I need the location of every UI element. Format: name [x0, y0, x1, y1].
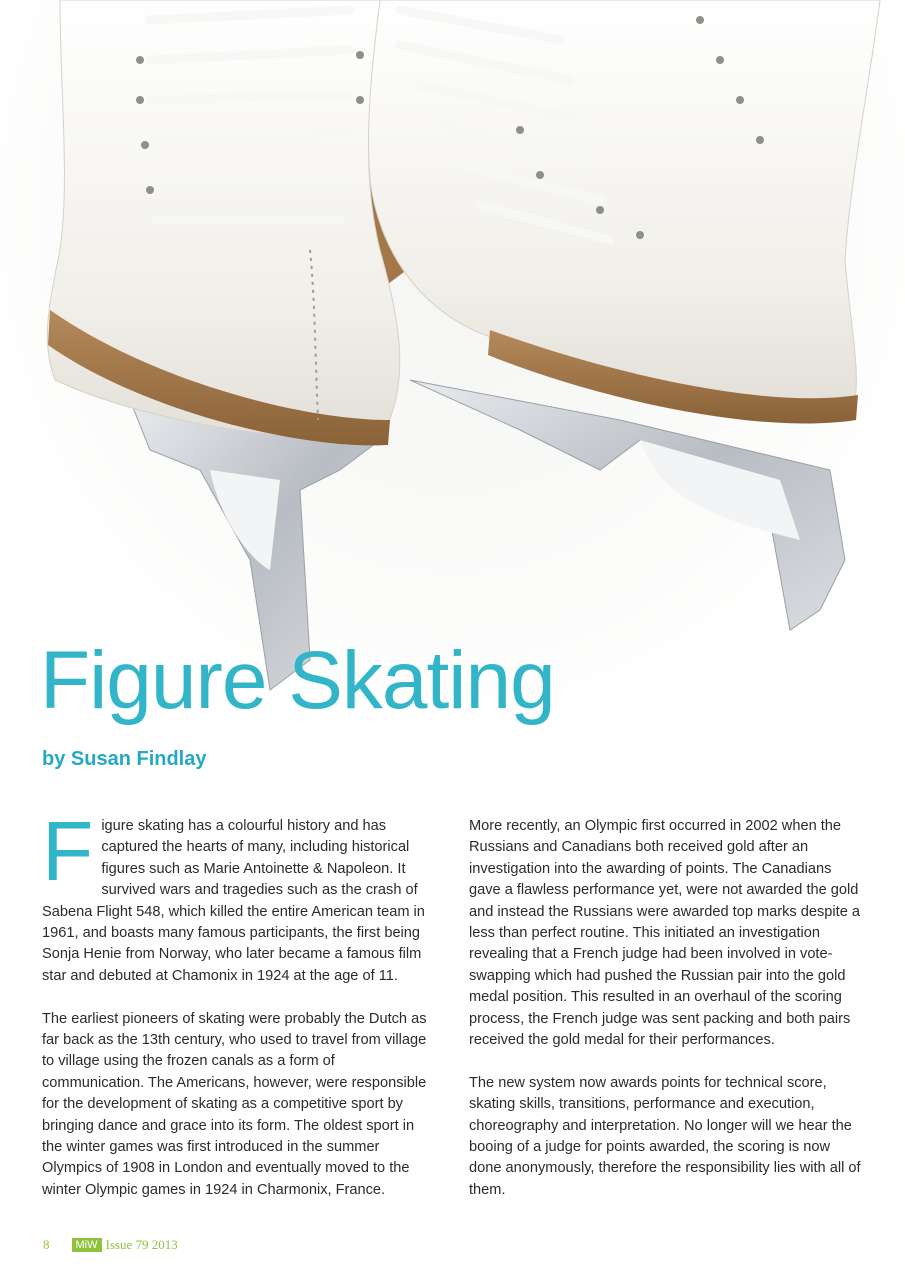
article-column-left: [42, 804, 434, 1223]
article-title: Figure Skating: [40, 635, 555, 726]
paragraph: [42, 804, 434, 987]
issue-label: Issue 79 2013: [105, 1237, 178, 1252]
drop-cap: F: [42, 804, 94, 898]
paragraph: The new system now awards points for technical score, skating skills, transitions, performance and execution, choreography and interpretation. No longer will we hear the booing of a judge for points awarded, the scoring is now done anonymously, therefore the responsibility lies with all of them.: [469, 1074, 861, 1198]
paragraph-text: igure skating has a colourful history and has captured the hearts of many, including historical figures such as Marie Antoinette & Napoleon. It survived wars and tragedies such as the crash of Sabena Flight 548, which killed the entire American team in 1961, and boasts many famous participants, the first being Sonja Henie from Norway, who later became a famous film star and debuted at Chamonix in 1924 at the age of 11.: [42, 818, 425, 984]
page-footer: [43, 1237, 178, 1253]
paragraph: The earliest pioneers of skating were probably the Dutch as far back as the 13th century, who used to travel from village to village using the frozen canals as a form of communication. The Americans, however, were responsible for the development of skating as a competitive sport by bringing dance and grace into its form. The oldest sport in the winter games was first introduced in the summer Olympics of 1908 in London and eventually moved to the winter Olympic games in 1924 in Charmonix, France.: [42, 1010, 427, 1198]
left-blade-cutout: [210, 470, 280, 570]
article-byline: by Susan Findlay: [42, 748, 207, 770]
magazine-logo: MiW: [72, 1238, 102, 1252]
article-column-right: [469, 816, 863, 1223]
right-boot: [360, 0, 880, 405]
paragraph: More recently, an Olympic first occurred in 2002 when the Russians and Canadians both received gold after an investigation into the awarding of points. The Canadians gave a flawless performance yet, were not awarded the gold and instead the Russians were awarded top marks despite a less than perfect routine. This initiated an investigation revealing that a French judge had been involved in vote-swapping which had pushed the Russian pair into the gold medal position. This resulted in an overhaul of the scoring process, the French judge was sent packing and both pairs received the gold medal for their performances.: [469, 818, 861, 1049]
page-number: 8: [43, 1237, 50, 1252]
